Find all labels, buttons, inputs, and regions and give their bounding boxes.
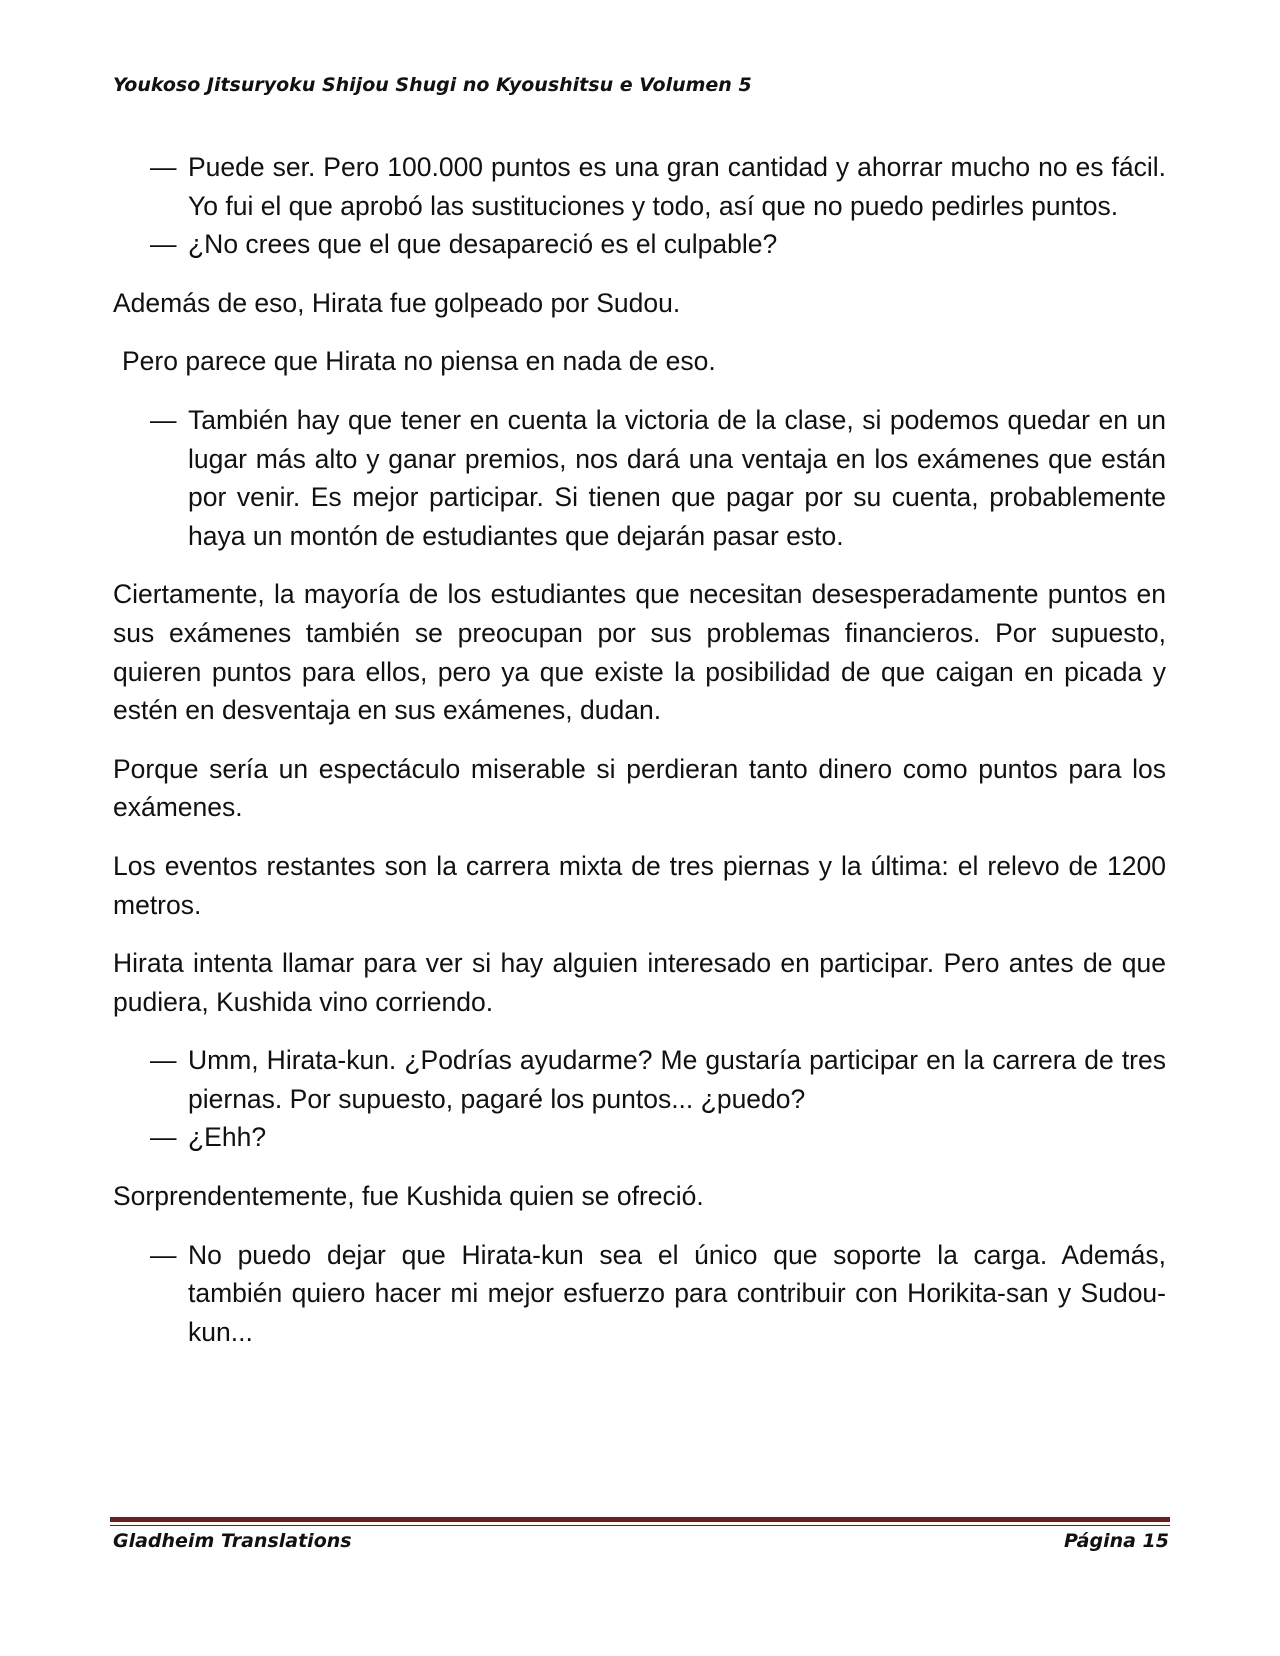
dialog-group (113, 1236, 1166, 1352)
dialog-text: También hay que tener en cuenta la victoria de la clase, si podemos quedar en un lugar más alto y ganar premios, nos dará una ventaja en los exámenes que están por venir. Es mejor participar. Si tienen que pagar por su cuenta, probablemente haya un montón de estudiantes que dejarán pasar esto. (188, 404, 1166, 551)
dialog-dash: — (150, 1122, 177, 1153)
paragraph: Ciertamente, la mayoría de los estudiantes que necesitan desesperadamente puntos en sus exámenes también se preocupan por sus problemas financieros. Por supuesto, quieren puntos para ellos, pero ya que existe la posibilidad de que caigan en picada y estén en desventaja en sus exámenes, dudan. (113, 579, 1166, 726)
dialog-group (113, 401, 1166, 555)
running-header: Youkoso Jitsuryoku Shijou Shugi no Kyoushitsu e Volumen 5 (113, 74, 752, 96)
dialog-dash: — (150, 229, 177, 260)
dialog-dash: — (150, 404, 177, 435)
dialog-text: No puedo dejar que Hirata-kun sea el único que soporte la carga. Además, también quiero hacer mi mejor esfuerzo para contribuir con Horikita-san y Sudou-kun... (188, 1239, 1166, 1347)
dialog-text: Umm, Hirata-kun. ¿Podrías ayudarme? Me gustaría participar en la carrera de tres piernas. Por supuesto, pagaré los puntos... ¿puedo? (188, 1045, 1166, 1114)
paragraph: Hirata intenta llamar para ver si hay alguien interesado en participar. Pero antes de que pudiera, Kushida vino corriendo. (113, 948, 1166, 1017)
dialog-line (113, 1118, 1166, 1157)
page-body (113, 148, 1166, 1371)
paragraph: Además de eso, Hirata fue golpeado por Sudou. (113, 287, 681, 318)
paragraph: Pero parece que Hirata no piensa en nada de eso. (122, 346, 716, 377)
dialog-dash: — (150, 1045, 177, 1076)
paragraph: Sorprendentemente, fue Kushida quien se ofreció. (113, 1181, 704, 1212)
dialog-text: Puede ser. Pero 100.000 puntos es una gran cantidad y ahorrar mucho no es fácil. Yo fui el que aprobó las sustituciones y todo, así que no puedo pedirles puntos. (188, 152, 1166, 221)
dialog-dash: — (150, 1239, 177, 1270)
dialog-line (113, 1236, 1166, 1352)
dialog-line (113, 225, 1166, 264)
footer-divider (110, 1517, 1170, 1522)
dialog-text: ¿No crees que el que desapareció es el culpable? (188, 229, 778, 260)
dialog-group (113, 1041, 1166, 1157)
dialog-line (113, 148, 1166, 225)
page-number: Página 15 (1063, 1530, 1169, 1552)
footer-credit: Gladheim Translations (113, 1530, 352, 1552)
paragraph: Porque sería un espectáculo miserable si perdieran tanto dinero como puntos para los exámenes. (113, 753, 1166, 823)
dialog-group (113, 148, 1166, 264)
footer-divider-thin (110, 1525, 1170, 1526)
dialog-line (113, 1041, 1166, 1118)
dialog-dash: — (150, 152, 177, 182)
dialog-text: ¿Ehh? (188, 1122, 267, 1153)
dialog-line (113, 401, 1166, 555)
paragraph: Los eventos restantes son la carrera mixta de tres piernas y la última: el relevo de 1200 metros. (113, 850, 1166, 920)
